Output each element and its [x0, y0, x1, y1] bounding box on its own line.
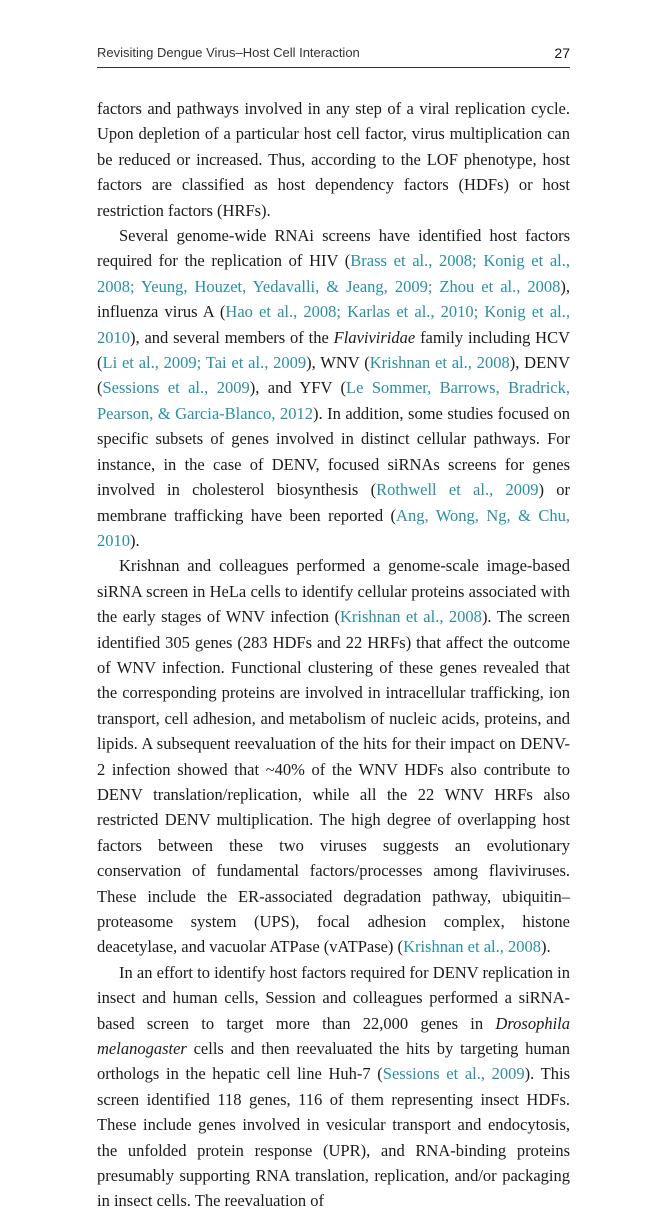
body-text [97, 96, 570, 1214]
text-run: family including HCV ( [97, 327, 570, 373]
text-run: Krishnan and colleagues performed a genome-scale image-based siRNA screen in HeLa cells to identify cellular proteins associated with the early stages of WNV infection ( [97, 556, 570, 627]
citation-link[interactable]: Li et al., 2009; Tai et al., 2009 [102, 353, 307, 373]
text-run: ), and several members of the [130, 327, 334, 347]
text-run: factors and pathways involved in any step of a viral replication cycle. Upon depletion of a particular host cell factor, virus multiplication can be reduced or increased. Thus, according to the LOF phenotype, host factors are classified as host dependency factors (HDFs) or host restriction factors (HRFs). [97, 99, 570, 220]
text-run: Several genome-wide RNAi screens have identified host factors required for the replication of HIV ( [97, 226, 570, 271]
text-run: ), influenza virus A ( [97, 276, 570, 322]
italic-term: Flaviviridae [333, 327, 416, 347]
paragraph [97, 223, 570, 553]
text-run: ). This screen identified 118 genes, 116 of them representing insect HDFs. These include genes involved in vesicular transport and endocytosis, the unfolded protein response (UPR), and RNA-binding proteins presumably supporting RNA translation, replication, and/or packaging in insect cells. The reevaluation of [97, 1064, 570, 1211]
text-run: ). The screen identified 305 genes (283 HDFs and 22 HRFs) that affect the outcome of WNV infection. Functional clustering of these genes revealed that the corresponding proteins are involved in intracellular trafficking, ion transport, cell adhesion, and metabolism of nucleic acids, proteins, and lipids. A subsequent reevaluation of the hits for their impact on DENV-2 infection showed that ~40% of the WNV HDFs also contribute to DENV translation/replication, while all the 22 WNV HRFs also restricted DENV multiplication. The high degree of overlapping host factors between these two viruses suggests an evolutionary conservation of fundamental factors/processes among flaviviruses. These include the ER-associated degradation pathway, ubiquitin–proteasome system (UPS), focal adhesion complex, histone deacetylase, and vacuolar ATPase (vATPase) ( [97, 607, 570, 957]
citation-link[interactable]: Krishnan et al., 2008 [403, 937, 541, 957]
header-rule [97, 67, 570, 68]
text-run: In an effort to identify host factors required for DENV replication in insect and human cells, Session and colleagues performed a siRNA-based screen to target more than 22,000 genes in [97, 962, 570, 1033]
citation-link[interactable]: Rothwell et al., 2009 [376, 480, 539, 500]
text-run: ), DENV ( [97, 353, 570, 398]
citation-link[interactable]: Sessions et al., 2009 [382, 1064, 525, 1084]
text-run: ) or membrane trafficking have been reported ( [97, 480, 570, 525]
page-number: 27 [554, 45, 570, 61]
text-run: ). [130, 530, 140, 550]
text-run: ). In addition, some studies focused on specific subsets of genes involved in distinct cellular pathways. For instance, in the case of DENV, focused siRNAs screens for genes involved in cholesterol biosynthesis ( [97, 403, 570, 500]
citation-link[interactable]: Brass et al., 2008; Konig et al., 2008; Yeung, Houzet, Yedavalli, & Jeang, 2009; Zhou et al., 2008 [97, 251, 570, 296]
citation-link[interactable]: Le Sommer, Barrows, Bradrick, Pearson, & Garcia-Blanco, 2012 [97, 378, 570, 423]
citation-link[interactable]: Ang, Wong, Ng, & Chu, 2010 [97, 505, 570, 550]
text-run: cells and then reevaluated the hits by targeting human orthologs in the hepatic cell line Huh-7 ( [97, 1039, 570, 1084]
citation-link[interactable]: Sessions et al., 2009 [102, 378, 250, 398]
citation-link[interactable]: Krishnan et al., 2008 [339, 607, 482, 627]
citation-link[interactable]: Hao et al., 2008; Karlas et al., 2010; Konig et al., 2010 [97, 302, 570, 347]
paragraph [97, 553, 570, 960]
text-run: ), and YFV ( [249, 378, 347, 398]
citation-link[interactable]: Krishnan et al., 2008 [369, 353, 510, 373]
text-run: ), WNV ( [306, 353, 370, 373]
running-head-title: Revisiting Dengue Virus–Host Cell Interaction [97, 45, 360, 60]
text-run: ). [541, 937, 551, 957]
italic-term: Drosophila melanogaster [97, 1013, 570, 1059]
paragraph [97, 960, 570, 1214]
paragraph [97, 96, 570, 223]
